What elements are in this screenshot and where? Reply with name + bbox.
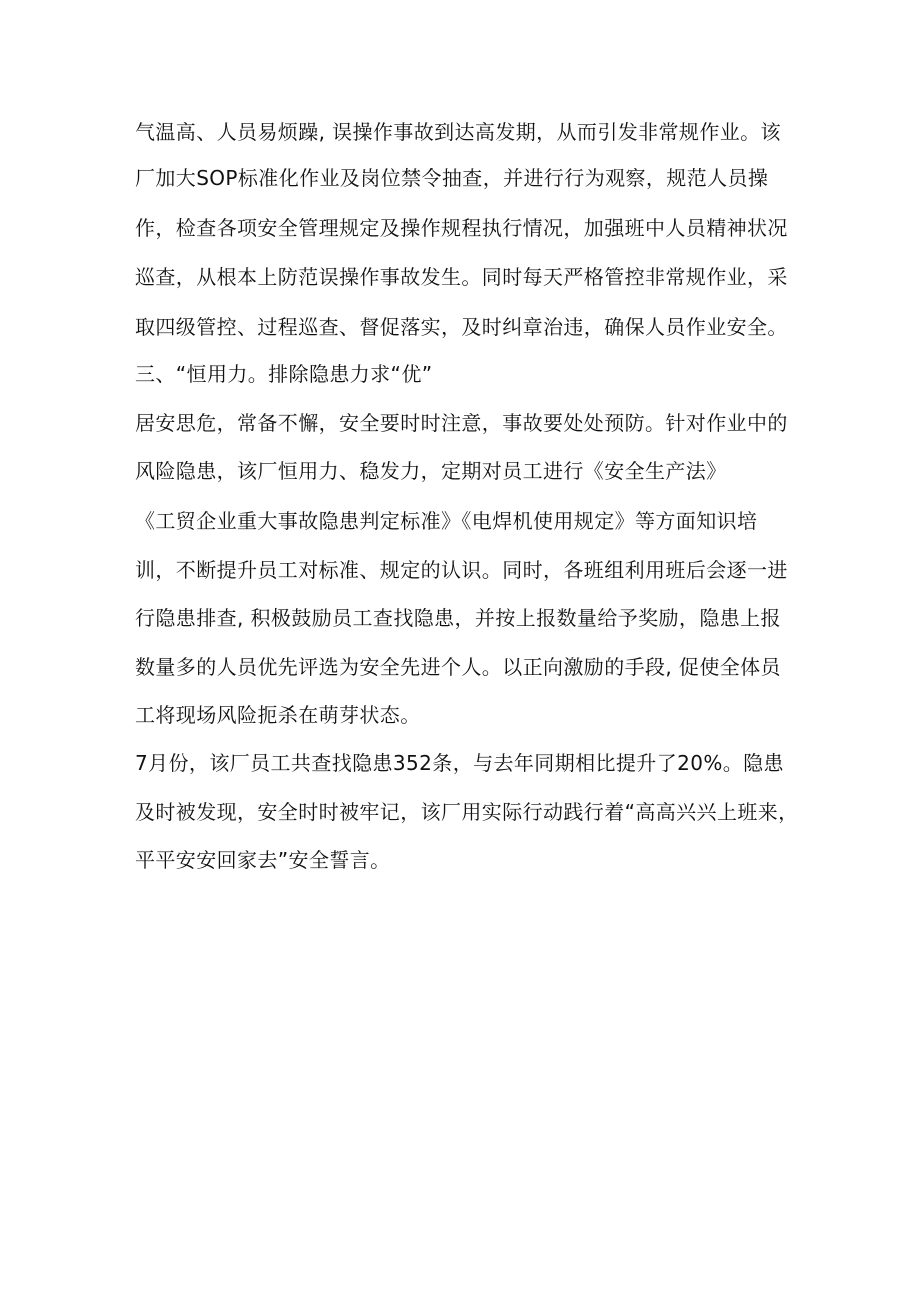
section-heading: 三、“恒用力。排除隐患力求“优” (135, 362, 433, 386)
paragraph-line: 风险隐患，该厂恒用力、稳发力，定期对员工进行《安全生产法》 (135, 459, 727, 483)
paragraph-line: 数量多的人员优先评选为安全先进个人。以正向激励的手段, 促使全体员 (135, 655, 781, 679)
paragraph-line: 及时被发现，安全时时被牢记，该厂用实际行动践行着“高高兴兴上班来， (135, 800, 799, 824)
paragraph-line: 作，检查各项安全管理规定及操作规程执行情况，加强班中人员精神状况 (135, 216, 788, 240)
paragraph-line: 7月份，该厂员工共查找隐患352条，与去年同期相比提升了20%。隐患 (135, 751, 784, 775)
paragraph-line: 居安思危，常备不懈，安全要时时注意，事故要处处预防。针对作业中的 (135, 411, 788, 435)
paragraph-line: 《工贸企业重大事故隐患判定标准》《电焊机使用规定》等方面知识培 (135, 509, 758, 533)
paragraph-line: 行隐患排查, 积极鼓励员工查找隐患，并按上报数量给予奖励，隐患上报 (135, 606, 781, 630)
paragraph-line: 平平安安回家去”安全誓言。 (135, 848, 391, 872)
paragraph-line: 取四级管控、过程巡查、督促落实，及时纠章治违，确保人员作业安全。 (135, 315, 788, 339)
paragraph-line: 巡查，从根本上防范误操作事故发生。同时每天严格管控非常规作业，采 (135, 265, 788, 289)
paragraph-line: 工将现场风险扼杀在萌芽状态。 (135, 703, 421, 727)
paragraph-line: 气温高、人员易烦躁, 误操作事故到达高发期，从而引发非常规作业。该 (135, 120, 781, 144)
paragraph-line: 厂加大SOP标准化作业及岗位禁令抽查，并进行行为观察，规范人员操 (135, 166, 769, 190)
paragraph-line: 训，不断提升员工对标准、规定的认识。同时，各班组利用班后会逐一进 (135, 558, 788, 582)
